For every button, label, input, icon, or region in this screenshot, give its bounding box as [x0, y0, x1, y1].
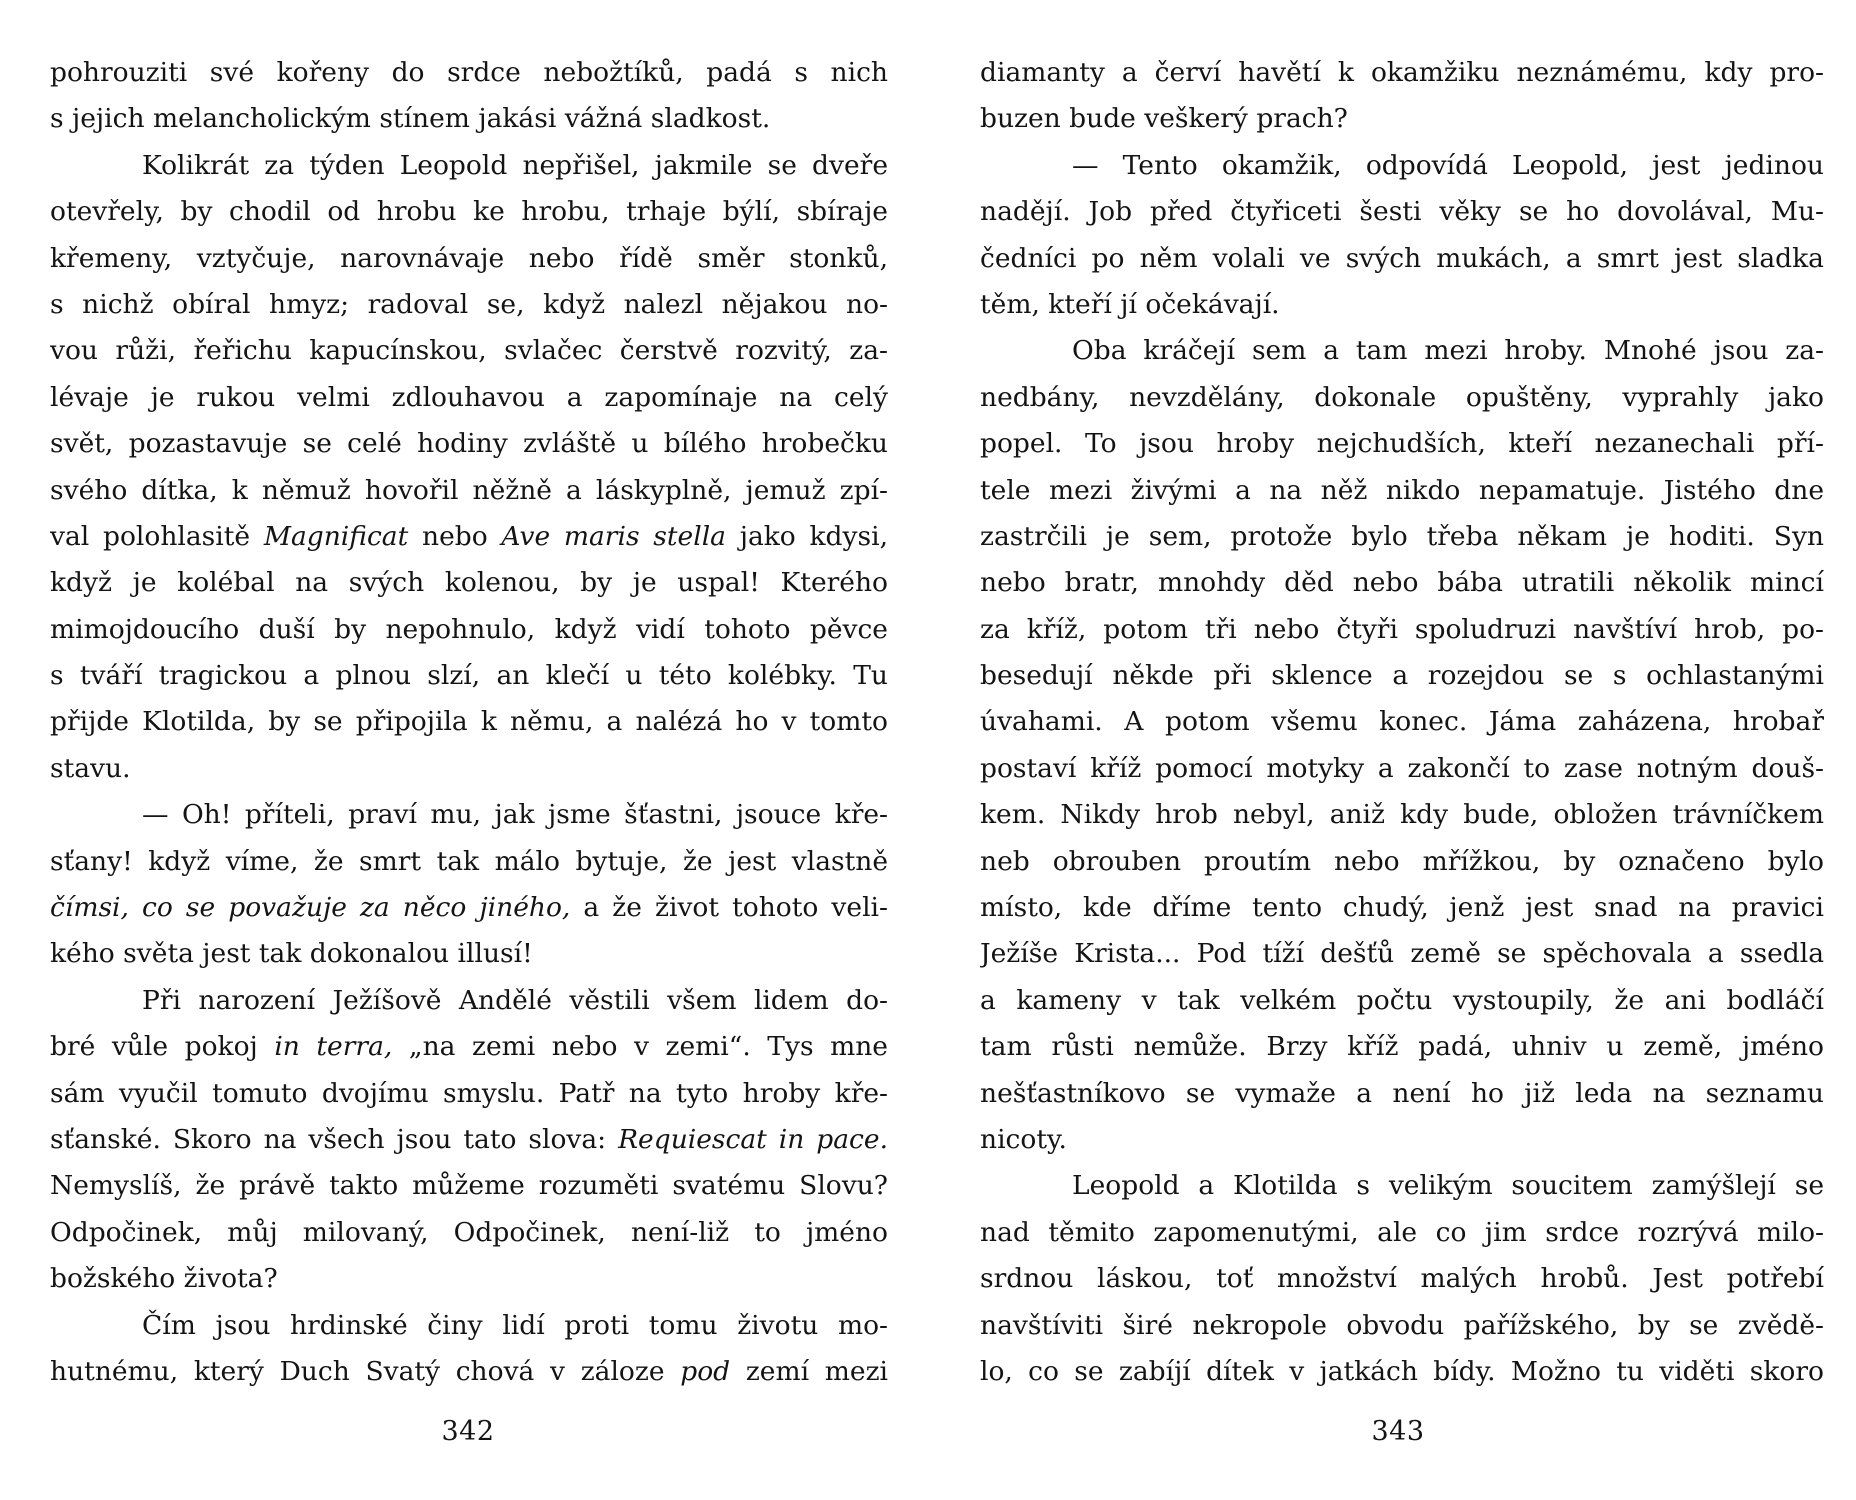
line-text: úvahami. A potom všemu konec. Jáma zaházena, hrobař: [980, 706, 1824, 738]
text-line: [50, 143, 888, 189]
line-text: křemeny, vztyčuje, narovnávaje nebo řídě směr stonků,: [50, 242, 888, 274]
right-page-text: [980, 50, 1824, 1395]
right-page-number: 343: [1371, 1416, 1425, 1447]
line-text: jako kdysi,: [725, 520, 888, 552]
text-line: [980, 885, 1824, 931]
line-text: stavu.: [50, 752, 131, 784]
text-line: [980, 1071, 1824, 1117]
text-line: [50, 1303, 888, 1349]
italic-text: čímsi, co se považuje za něco jiného,: [50, 892, 571, 924]
line-text: svého dítka, k němuž hovořil něžně a láskyplně, jemuž zpí-: [50, 474, 888, 506]
line-text: sám vyučil tomuto dvojímu smyslu. Patř na tyto hroby kře-: [50, 1077, 888, 1109]
text-line: [50, 50, 888, 96]
line-text: svět, pozastavuje se celé hodiny zvláště u bílého hrobečku: [50, 428, 888, 460]
text-line: [980, 1024, 1824, 1070]
left-page-number: 342: [441, 1416, 495, 1447]
text-line: [50, 885, 888, 931]
line-text: Ježíše Krista... Pod tíží dešťů země se spěchovala a ssedla: [980, 938, 1824, 970]
text-line: [50, 560, 888, 606]
text-line: [50, 468, 888, 514]
line-text: pohrouziti své kořeny do srdce nebožtíků, padá s nich: [50, 57, 888, 88]
text-line: [50, 514, 888, 560]
line-text: otevřely, by chodil od hrobu ke hrobu, trhaje býlí, sbíraje: [50, 196, 888, 228]
text-line: [980, 189, 1824, 235]
line-text: hutnému, který Duch Svatý chová v záloze: [50, 1355, 681, 1387]
text-line: [50, 699, 888, 745]
italic-text: Ave maris stella: [501, 520, 726, 552]
line-text: postaví kříž pomocí motyky a zakončí to zase notným douš-: [980, 752, 1824, 784]
line-text: navštíviti širé nekropole obvodu pařížského, by se zvědě-: [980, 1309, 1824, 1341]
text-line: [980, 468, 1824, 514]
line-text: sťanské. Skoro na všech jsou tato slova:: [50, 1123, 619, 1155]
line-text: bré vůle pokoj: [50, 1031, 275, 1063]
italic-text: Requiescat in pace.: [618, 1123, 888, 1155]
line-text: Nemyslíš, že právě takto můžeme rozuměti svatému Slovu?: [50, 1170, 888, 1202]
line-text: Leopold a Klotilda s velikým soucitem zamýšlejí se: [1072, 1170, 1824, 1202]
line-text: neb obrouben proutím nebo mřížkou, by označeno bylo: [980, 845, 1824, 877]
text-line: [980, 236, 1824, 282]
line-text: a kameny v tak velkém počtu vystoupily, že ani bodláčí: [980, 984, 1824, 1016]
line-text: Při narození Ježíšově Andělé věstili všem lidem do-: [142, 984, 888, 1016]
text-line: [50, 1256, 888, 1302]
line-text: za kříž, potom tři nebo čtyři spoludruzi navštíví hrob, po-: [980, 613, 1824, 645]
line-text: s jejich melancholickým stínem jakási vážná sladkost.: [50, 103, 771, 135]
text-line: [50, 328, 888, 374]
text-line: [980, 560, 1824, 606]
text-line: [50, 1071, 888, 1117]
text-line: [50, 792, 888, 838]
line-text: sťany! když víme, že smrt tak málo bytuje, že jest vlastně: [50, 845, 888, 877]
line-text: val polohlasitě: [50, 520, 264, 552]
line-text: zemí mezi: [730, 1355, 888, 1387]
left-page-text: [50, 50, 888, 1395]
line-text: Odpočinek, můj milovaný, Odpočinek, není-liž to jméno: [50, 1216, 888, 1248]
line-text: mimojdoucího duší by nepohnulo, když vidí tohoto pěvce: [50, 613, 888, 645]
line-text: a že život tohoto veli-: [570, 892, 888, 924]
text-line: [980, 792, 1824, 838]
line-text: popel. To jsou hroby nejchudších, kteří nezanechali pří-: [980, 428, 1824, 460]
line-text: nadějí. Job před čtyřiceti šesti věky se ho dovolával, Mu-: [980, 196, 1824, 228]
text-line: [50, 282, 888, 328]
text-line: [980, 328, 1824, 374]
line-text: — Oh! příteli, praví mu, jak jsme šťastni, jsouce kře-: [142, 799, 888, 831]
text-line: [980, 1256, 1824, 1302]
text-line: [50, 1349, 888, 1395]
text-line: [980, 607, 1824, 653]
line-text: božského života?: [50, 1263, 278, 1295]
line-text: když je kolébal na svých kolenou, by je uspal! Kterého: [50, 567, 888, 599]
italic-text: Magnificat: [263, 520, 409, 552]
text-line: [50, 421, 888, 467]
text-line: [980, 1210, 1824, 1256]
text-line: [980, 839, 1824, 885]
line-text: nebo bratr, mnohdy děd nebo bába utratili několik mincí: [980, 567, 1824, 599]
text-line: [980, 1163, 1824, 1209]
line-text: tele mezi živými a na něž nikdo nepamatuje. Jistého dne: [980, 474, 1824, 506]
line-text: s nichž obíral hmyz; radoval se, když nalezl nějakou no-: [50, 288, 888, 320]
text-line: [50, 931, 888, 977]
line-text: kého světa jest tak dokonalou illusí!: [50, 938, 533, 970]
text-line: [980, 96, 1824, 142]
line-text: lévaje je rukou velmi zdlouhavou a zapomínaje na celý: [50, 381, 888, 413]
text-line: [50, 839, 888, 885]
line-text: srdnou láskou, toť množství malých hrobů. Jest potřebí: [980, 1263, 1824, 1295]
line-text: čedníci po něm volali ve svých mukách, a smrt jest sladka: [980, 242, 1824, 274]
text-line: [50, 746, 888, 792]
text-line: [50, 1210, 888, 1256]
text-line: [980, 50, 1824, 96]
text-line: [980, 143, 1824, 189]
line-text: tam růsti nemůže. Brzy kříž padá, uhniv u země, jméno: [980, 1031, 1824, 1063]
line-text: nešťastníkovo se vymaže a není ho již leda na seznamu: [980, 1077, 1824, 1109]
text-line: [50, 189, 888, 235]
text-line: [980, 653, 1824, 699]
text-line: [980, 421, 1824, 467]
text-line: [50, 1163, 888, 1209]
line-text: lo, co se zabíjí dítek v jatkách bídy. Možno tu viděti skoro: [980, 1355, 1824, 1387]
line-text: s tváří tragickou a plnou slzí, an klečí u této kolébky. Tu: [50, 660, 888, 692]
text-line: [980, 1303, 1824, 1349]
text-line: [50, 1117, 888, 1163]
text-line: [50, 978, 888, 1024]
text-line: [50, 1024, 888, 1070]
line-text: Čím jsou hrdinské činy lidí proti tomu životu mo-: [142, 1309, 888, 1341]
line-text: Kolikrát za týden Leopold nepřišel, jakmile se dveře: [142, 149, 888, 181]
text-line: [980, 282, 1824, 328]
line-text: přijde Klotilda, by se připojila k němu, a nalézá ho v tomto: [50, 706, 888, 738]
text-line: [980, 514, 1824, 560]
text-line: [980, 699, 1824, 745]
line-text: — Tento okamžik, odpovídá Leopold, jest jedinou: [1072, 149, 1824, 181]
text-line: [50, 607, 888, 653]
text-line: [980, 1349, 1824, 1395]
line-text: zastrčili je sem, protože bylo třeba někam je hoditi. Syn: [980, 520, 1824, 552]
line-text: buzen bude veškerý prach?: [980, 103, 1348, 135]
line-text: nicoty.: [980, 1123, 1067, 1155]
text-line: [980, 746, 1824, 792]
text-line: [50, 236, 888, 282]
line-text: vou růži, řeřichu kapucínskou, svlačec čerstvě rozvitý, za-: [50, 335, 888, 367]
line-text: Oba kráčejí sem a tam mezi hroby. Mnohé jsou za-: [1072, 335, 1824, 367]
line-text: nad těmito zapomenutými, ale co jim srdce rozrývá milo-: [980, 1216, 1824, 1248]
line-text: místo, kde dříme tento chudý, jenž jest snad na pravici: [980, 892, 1824, 924]
right-page: [928, 0, 1856, 1500]
text-line: [50, 375, 888, 421]
line-text: diamanty a červí havětí k okamžiku neznámému, kdy pro-: [980, 57, 1824, 88]
text-line: [50, 96, 888, 142]
text-line: [980, 375, 1824, 421]
text-line: [980, 978, 1824, 1024]
line-text: besedují někde při sklence a rozejdou se s ochlastanými: [980, 660, 1824, 692]
italic-text: pod: [680, 1355, 731, 1387]
italic-text: in terra,: [274, 1031, 393, 1063]
line-text: nedbány, nevzdělány, dokonale opuštěny, vyprahly jako: [980, 381, 1824, 413]
text-line: [980, 931, 1824, 977]
text-line: [50, 653, 888, 699]
line-text: kem. Nikdy hrob nebyl, aniž kdy bude, obložen trávníčkem: [980, 799, 1824, 831]
line-text: „na zemi nebo v zemi“. Tys mne: [392, 1031, 888, 1063]
text-line: [980, 1117, 1824, 1163]
line-text: nebo: [408, 520, 502, 552]
line-text: těm, kteří jí očekávají.: [980, 288, 1280, 320]
